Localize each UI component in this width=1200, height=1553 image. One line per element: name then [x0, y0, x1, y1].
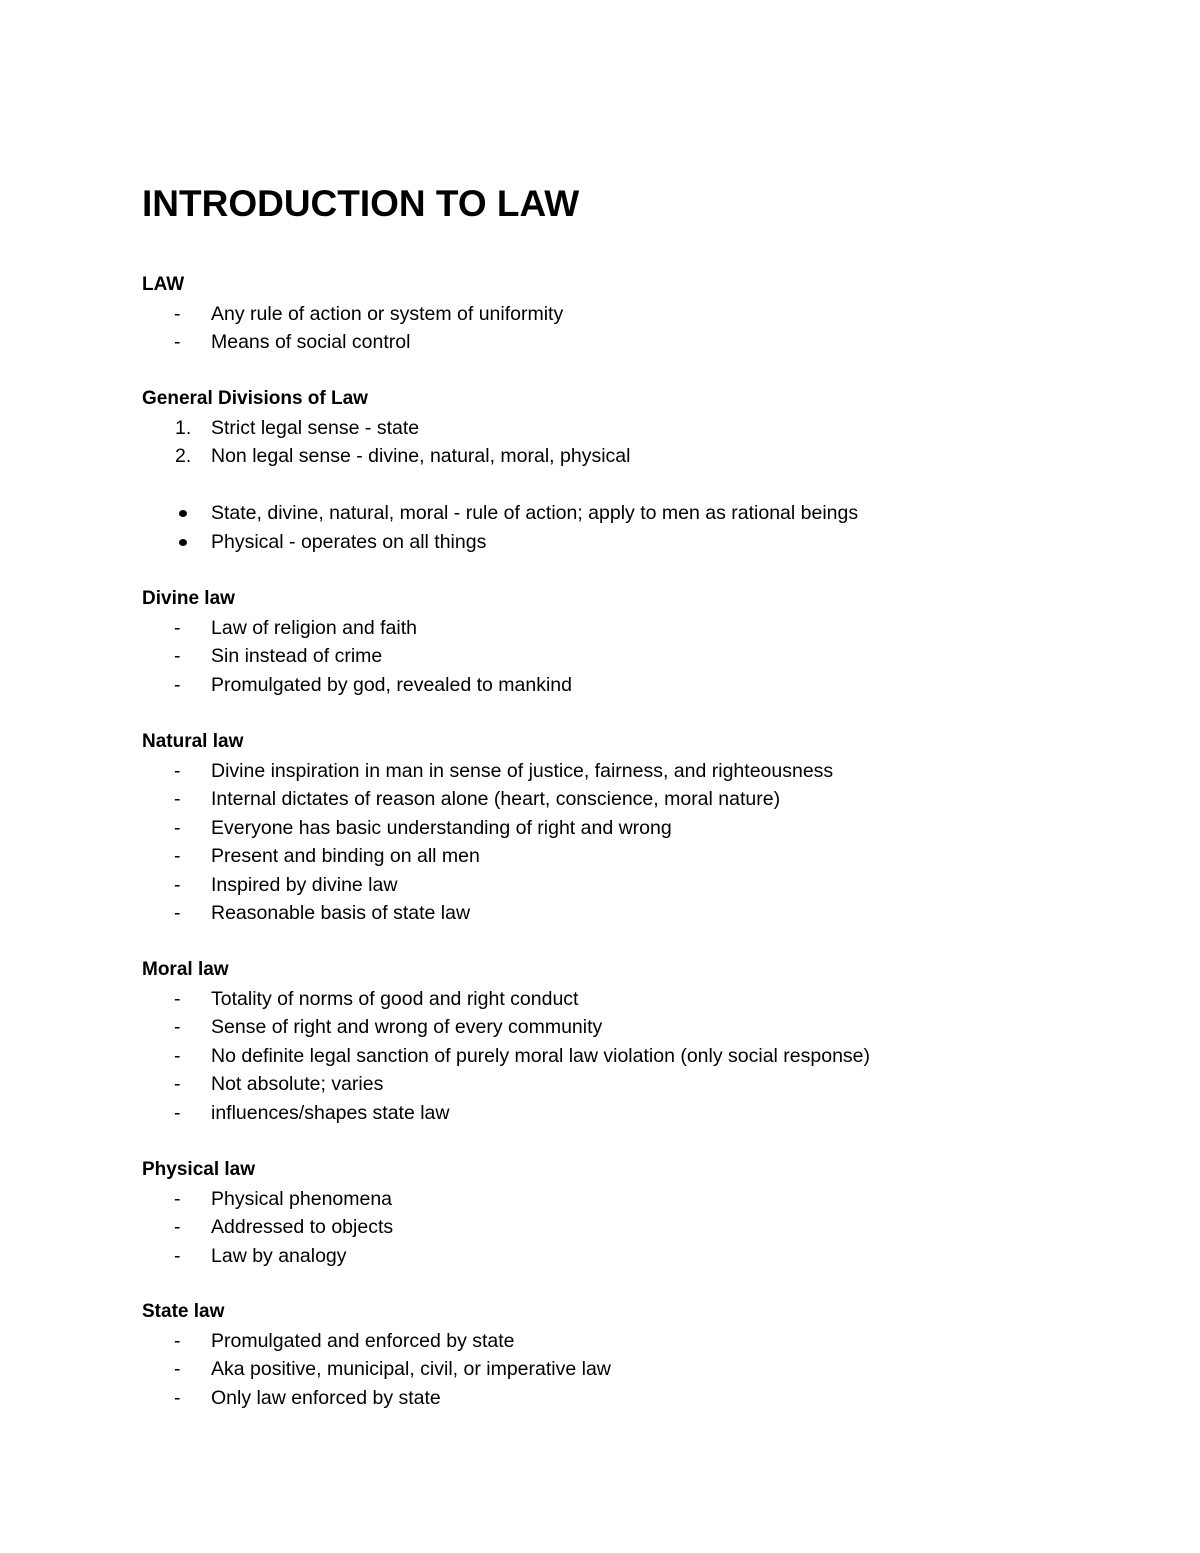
- bullet-item: Physical - operates on all things: [142, 528, 368, 557]
- section-state-law: [142, 1298, 611, 1412]
- list-item: - Only law enforced by state: [142, 1384, 224, 1413]
- dash-marker: -: [174, 673, 181, 696]
- section-heading: LAW: [142, 274, 185, 295]
- bullet-item: State, divine, natural, moral - rule of action; apply to men as rational beings: [142, 499, 368, 528]
- list-item: - Internal dictates of reason alone (heart, conscience, moral nature): [142, 785, 243, 814]
- dash-marker: -: [174, 302, 181, 325]
- list-item: - No definite legal sanction of purely moral law violation (only social response): [142, 1042, 229, 1071]
- section-law: [142, 271, 564, 357]
- dash-marker: -: [174, 788, 181, 810]
- list-item: - Promulgated and enforced by state: [142, 1327, 224, 1356]
- list-item: - influences/shapes state law: [142, 1099, 229, 1128]
- section-heading: Moral law: [142, 959, 229, 980]
- dash-marker: -: [174, 1216, 181, 1238]
- list-item: - Inspired by divine law: [142, 871, 243, 900]
- list-item: - Means of social control: [142, 328, 184, 357]
- list-item: - Addressed to objects: [142, 1213, 255, 1242]
- list-item: - Reasonable basis of state law: [142, 899, 243, 928]
- list-item: - Any rule of action or system of uniformity: [142, 300, 184, 329]
- section-general-divisions: [142, 385, 859, 556]
- section-heading: Divine law: [142, 588, 235, 609]
- dash-marker: -: [174, 645, 181, 667]
- bullet-icon: [179, 539, 187, 546]
- dash-marker: -: [174, 759, 181, 782]
- dash-marker: -: [174, 1187, 181, 1210]
- dash-marker: -: [174, 902, 181, 924]
- list-item: - Aka positive, municipal, civil, or imperative law: [142, 1355, 224, 1384]
- list-item: - Everyone has basic understanding of right and wrong: [142, 814, 243, 843]
- numbered-item: 2. Non legal sense - divine, natural, moral, physical: [142, 442, 368, 471]
- list-item: - Sense of right and wrong of every community: [142, 1013, 229, 1042]
- dash-marker: -: [174, 1329, 181, 1352]
- dash-marker: -: [174, 1386, 181, 1409]
- dash-marker: -: [174, 1101, 181, 1124]
- dash-marker: -: [174, 1016, 181, 1038]
- section-heading: General Divisions of Law: [142, 388, 368, 409]
- dash-marker: -: [174, 1358, 181, 1380]
- dash-marker: -: [174, 845, 181, 867]
- section-natural-law: [142, 728, 834, 928]
- dash-marker: -: [174, 1244, 181, 1267]
- dash-marker: -: [174, 1044, 181, 1067]
- dash-marker: -: [174, 616, 181, 639]
- list-item: - Law of religion and faith: [142, 614, 235, 643]
- number-marker: 1.: [175, 416, 192, 439]
- dash-marker: -: [174, 987, 181, 1010]
- number-marker: 2.: [175, 445, 192, 467]
- section-divine-law: [142, 585, 572, 699]
- section-heading: State law: [142, 1301, 225, 1322]
- section-heading: Natural law: [142, 731, 244, 752]
- dash-marker: -: [174, 816, 181, 839]
- dash-marker: -: [174, 331, 181, 353]
- list-item: - Present and binding on all men: [142, 842, 243, 871]
- list-item: - Promulgated by god, revealed to mankind: [142, 671, 235, 700]
- list-item: - Totality of norms of good and right conduct: [142, 985, 229, 1014]
- bullet-icon: [179, 510, 187, 517]
- list-item: - Physical phenomena: [142, 1185, 255, 1214]
- list-item: - Law by analogy: [142, 1242, 255, 1271]
- section-moral-law: [142, 956, 871, 1127]
- section-physical-law: [142, 1156, 394, 1270]
- numbered-item: 1. Strict legal sense - state: [142, 414, 368, 443]
- list-item: - Sin instead of crime: [142, 642, 235, 671]
- section-heading: Physical law: [142, 1159, 256, 1180]
- list-item: - Not absolute; varies: [142, 1070, 229, 1099]
- dash-marker: -: [174, 1073, 181, 1095]
- document-title: INTRODUCTION TO LAW: [142, 183, 580, 224]
- list-item: - Divine inspiration in man in sense of justice, fairness, and righteousness: [142, 757, 243, 786]
- dash-marker: -: [174, 873, 181, 896]
- spacer: [142, 471, 368, 500]
